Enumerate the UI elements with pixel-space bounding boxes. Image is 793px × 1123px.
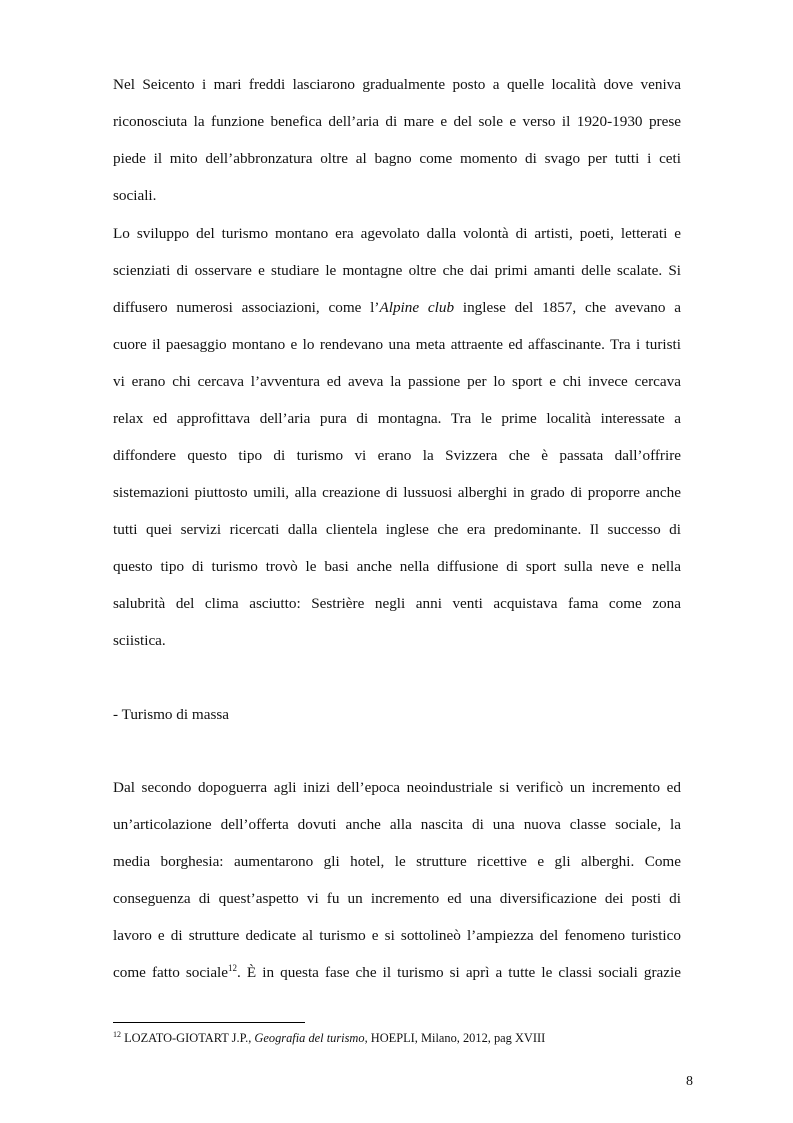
footnote-title: Geografia del turismo <box>254 1031 365 1045</box>
text-line: un’articolazione dell’offerta dovuti anche alla nascita di una nuova classe sociale, la <box>113 816 681 833</box>
text-line: salubrità del clima asciutto: Sestrière negli anni venti acquistava fama come zona <box>113 595 681 612</box>
text-line: conseguenza di quest’aspetto vi fu un incremento ed una diversificazione dei posti di <box>113 890 681 907</box>
italic-term: Alpine club <box>379 299 455 316</box>
text-line: cuore il paesaggio montano e lo rendevano una meta attraente ed affascinante. Tra i turisti <box>113 336 681 353</box>
section-heading: - Turismo di massa <box>113 706 230 723</box>
text-line-with-italic <box>113 299 681 317</box>
text-segment: come fatto sociale <box>113 964 229 981</box>
text-line: vi erano chi cercava l’avventura ed aveva la passione per lo sport e chi invece cercava <box>113 373 681 390</box>
text-segment: . È in questa fase che il turismo si aprì a tutte le classi sociali grazie <box>237 964 681 981</box>
text-line: sciistica. <box>113 632 166 649</box>
footnote <box>113 1031 545 1046</box>
footnote-author: LOZATO-GIOTART J.P., <box>121 1031 255 1045</box>
text-line: questo tipo di turismo trovò le basi anche nella diffusione di sport sulla neve e nella <box>113 558 681 575</box>
footnote-number: 12 <box>113 1029 121 1039</box>
text-line: Lo sviluppo del turismo montano era agevolato dalla volontà di artisti, poeti, letterati e <box>113 225 681 242</box>
text-line: piede il mito dell’abbronzatura oltre al bagno come momento di svago per tutti i ceti <box>113 150 681 167</box>
text-line: sociali. <box>113 187 157 204</box>
text-line: tutti quei servizi ricercati dalla clientela inglese che era predominante. Il successo di <box>113 521 681 538</box>
text-line: lavoro e di strutture dedicate al turismo e si sottolineò l’ampiezza del fenomeno turistico <box>113 927 681 944</box>
text-line: relax ed approfittava dell’aria pura di montagna. Tra le prime località interessate a <box>113 410 681 427</box>
footnote-reference[interactable]: 12 <box>228 962 238 973</box>
text-line: diffondere questo tipo di turismo vi erano la Svizzera che è passata dall’offrire <box>113 447 681 464</box>
footnote-details: , HOEPLI, Milano, 2012, pag XVIII <box>364 1031 546 1045</box>
text-line: Nel Seicento i mari freddi lasciarono gradualmente posto a quelle località dove veniva <box>113 76 681 93</box>
text-line: riconosciuta la funzione benefica dell’aria di mare e del sole e verso il 1920-1930 prese <box>113 113 681 130</box>
text-segment: inglese del 1857, che avevano a <box>454 299 681 316</box>
page-number: 8 <box>686 1074 693 1089</box>
text-segment: diffusero numerosi associazioni, come l’ <box>113 299 380 316</box>
footnote-divider <box>113 1022 305 1023</box>
text-line-with-footnote-ref <box>113 964 681 982</box>
text-line: Dal secondo dopoguerra agli inizi dell’epoca neoindustriale si verificò un incremento ed <box>113 779 681 796</box>
text-line: media borghesia: aumentarono gli hotel, le strutture ricettive e gli alberghi. Come <box>113 853 681 870</box>
text-line: scienziati di osservare e studiare le montagne oltre che dai primi amanti delle scalate. Si <box>113 262 681 279</box>
text-line: sistemazioni piuttosto umili, alla creazione di lussuosi alberghi in grado di proporre anche <box>113 484 681 501</box>
